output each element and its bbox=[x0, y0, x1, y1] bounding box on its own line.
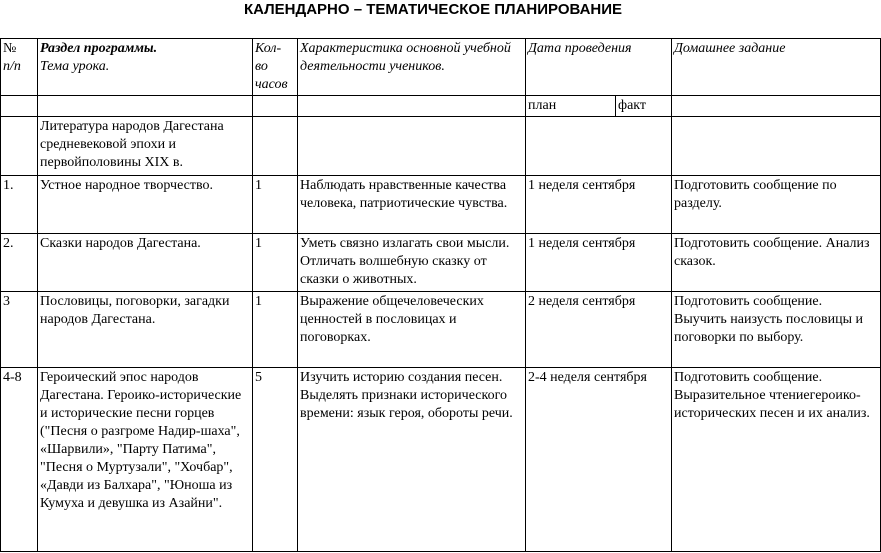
row-activity: Изучить историю создания песен. Выделять признаки исторического времени: язык героя, обороты речи. bbox=[298, 368, 526, 552]
table-row bbox=[1, 292, 881, 368]
header-characteristic: Характеристика основной учебной деятельности учеников. bbox=[298, 39, 526, 96]
row-hours: 1 bbox=[253, 234, 298, 292]
header-homework: Домашнее задание bbox=[672, 39, 881, 96]
planning-table bbox=[0, 38, 881, 552]
row-topic: Пословицы, поговорки, загадки народов Дагестана. bbox=[38, 292, 253, 368]
header-topic: Тема урока. bbox=[40, 59, 110, 74]
row-date: 2-4 неделя сентября bbox=[526, 368, 672, 552]
row-topic: Сказки народов Дагестана. bbox=[38, 234, 253, 292]
table-row bbox=[1, 368, 881, 552]
row-activity: Наблюдать нравственные качества человека, патриотические чувства. bbox=[298, 176, 526, 234]
row-homework: Подготовить сообщение. Выразительное чтениегероико-исторических песен и их анализ. bbox=[672, 368, 881, 552]
row-num: 4-8 bbox=[1, 368, 38, 552]
row-homework: Подготовить сообщение. Выучить наизусть пословицы и поговорки по выбору. bbox=[672, 292, 881, 368]
row-homework: Подготовить сообщение по разделу. bbox=[672, 176, 881, 234]
header-section bbox=[38, 39, 253, 96]
section-row bbox=[1, 117, 881, 176]
row-num: 1. bbox=[1, 176, 38, 234]
row-activity: Выражение общечеловеческих ценностей в пословицах и поговорках. bbox=[298, 292, 526, 368]
row-date: 1 неделя сентября bbox=[526, 176, 672, 234]
header-num-symbol: № bbox=[3, 41, 17, 56]
row-num: 2. bbox=[1, 234, 38, 292]
header-row bbox=[1, 39, 881, 96]
header-fact: факт bbox=[616, 96, 672, 117]
table-row bbox=[1, 234, 881, 292]
header-section-title: Раздел программы. bbox=[40, 41, 158, 56]
table-row bbox=[1, 176, 881, 234]
row-date: 1 неделя сентября bbox=[526, 234, 672, 292]
row-homework: Подготовить сообщение. Анализ сказок. bbox=[672, 234, 881, 292]
page-title: КАЛЕНДАРНО – ТЕМАТИЧЕСКОЕ ПЛАНИРОВАНИЕ bbox=[243, 1, 623, 18]
subheader-row bbox=[1, 96, 881, 117]
header-num bbox=[1, 39, 38, 96]
row-hours: 5 bbox=[253, 368, 298, 552]
row-topic: Устное народное творчество. bbox=[38, 176, 253, 234]
header-date: Дата проведения bbox=[526, 39, 672, 96]
header-hours: Кол-во часов bbox=[253, 39, 298, 96]
header-plan: план bbox=[526, 96, 616, 117]
row-topic: Героический эпос народов Дагестана. Героико-исторические и исторические песни горцев ("Песня о разгроме Надир-шаха", «Шарвили», "Парту Патима", "Песня о Муртузали", "Хочбар", «Давди из Балхара", "Юноша из Кумуха и девушка из Азайни". bbox=[38, 368, 253, 552]
row-date: 2 неделя сентября bbox=[526, 292, 672, 368]
row-activity: Уметь связно излагать свои мысли. Отличать волшебную сказку от сказки о животных. bbox=[298, 234, 526, 292]
header-num-label: п/п bbox=[3, 59, 21, 74]
section-title: Литература народов Дагестана средневековой эпохи и первойполовины XIX в. bbox=[38, 117, 253, 176]
row-hours: 1 bbox=[253, 292, 298, 368]
row-hours: 1 bbox=[253, 176, 298, 234]
row-num: 3 bbox=[1, 292, 38, 368]
